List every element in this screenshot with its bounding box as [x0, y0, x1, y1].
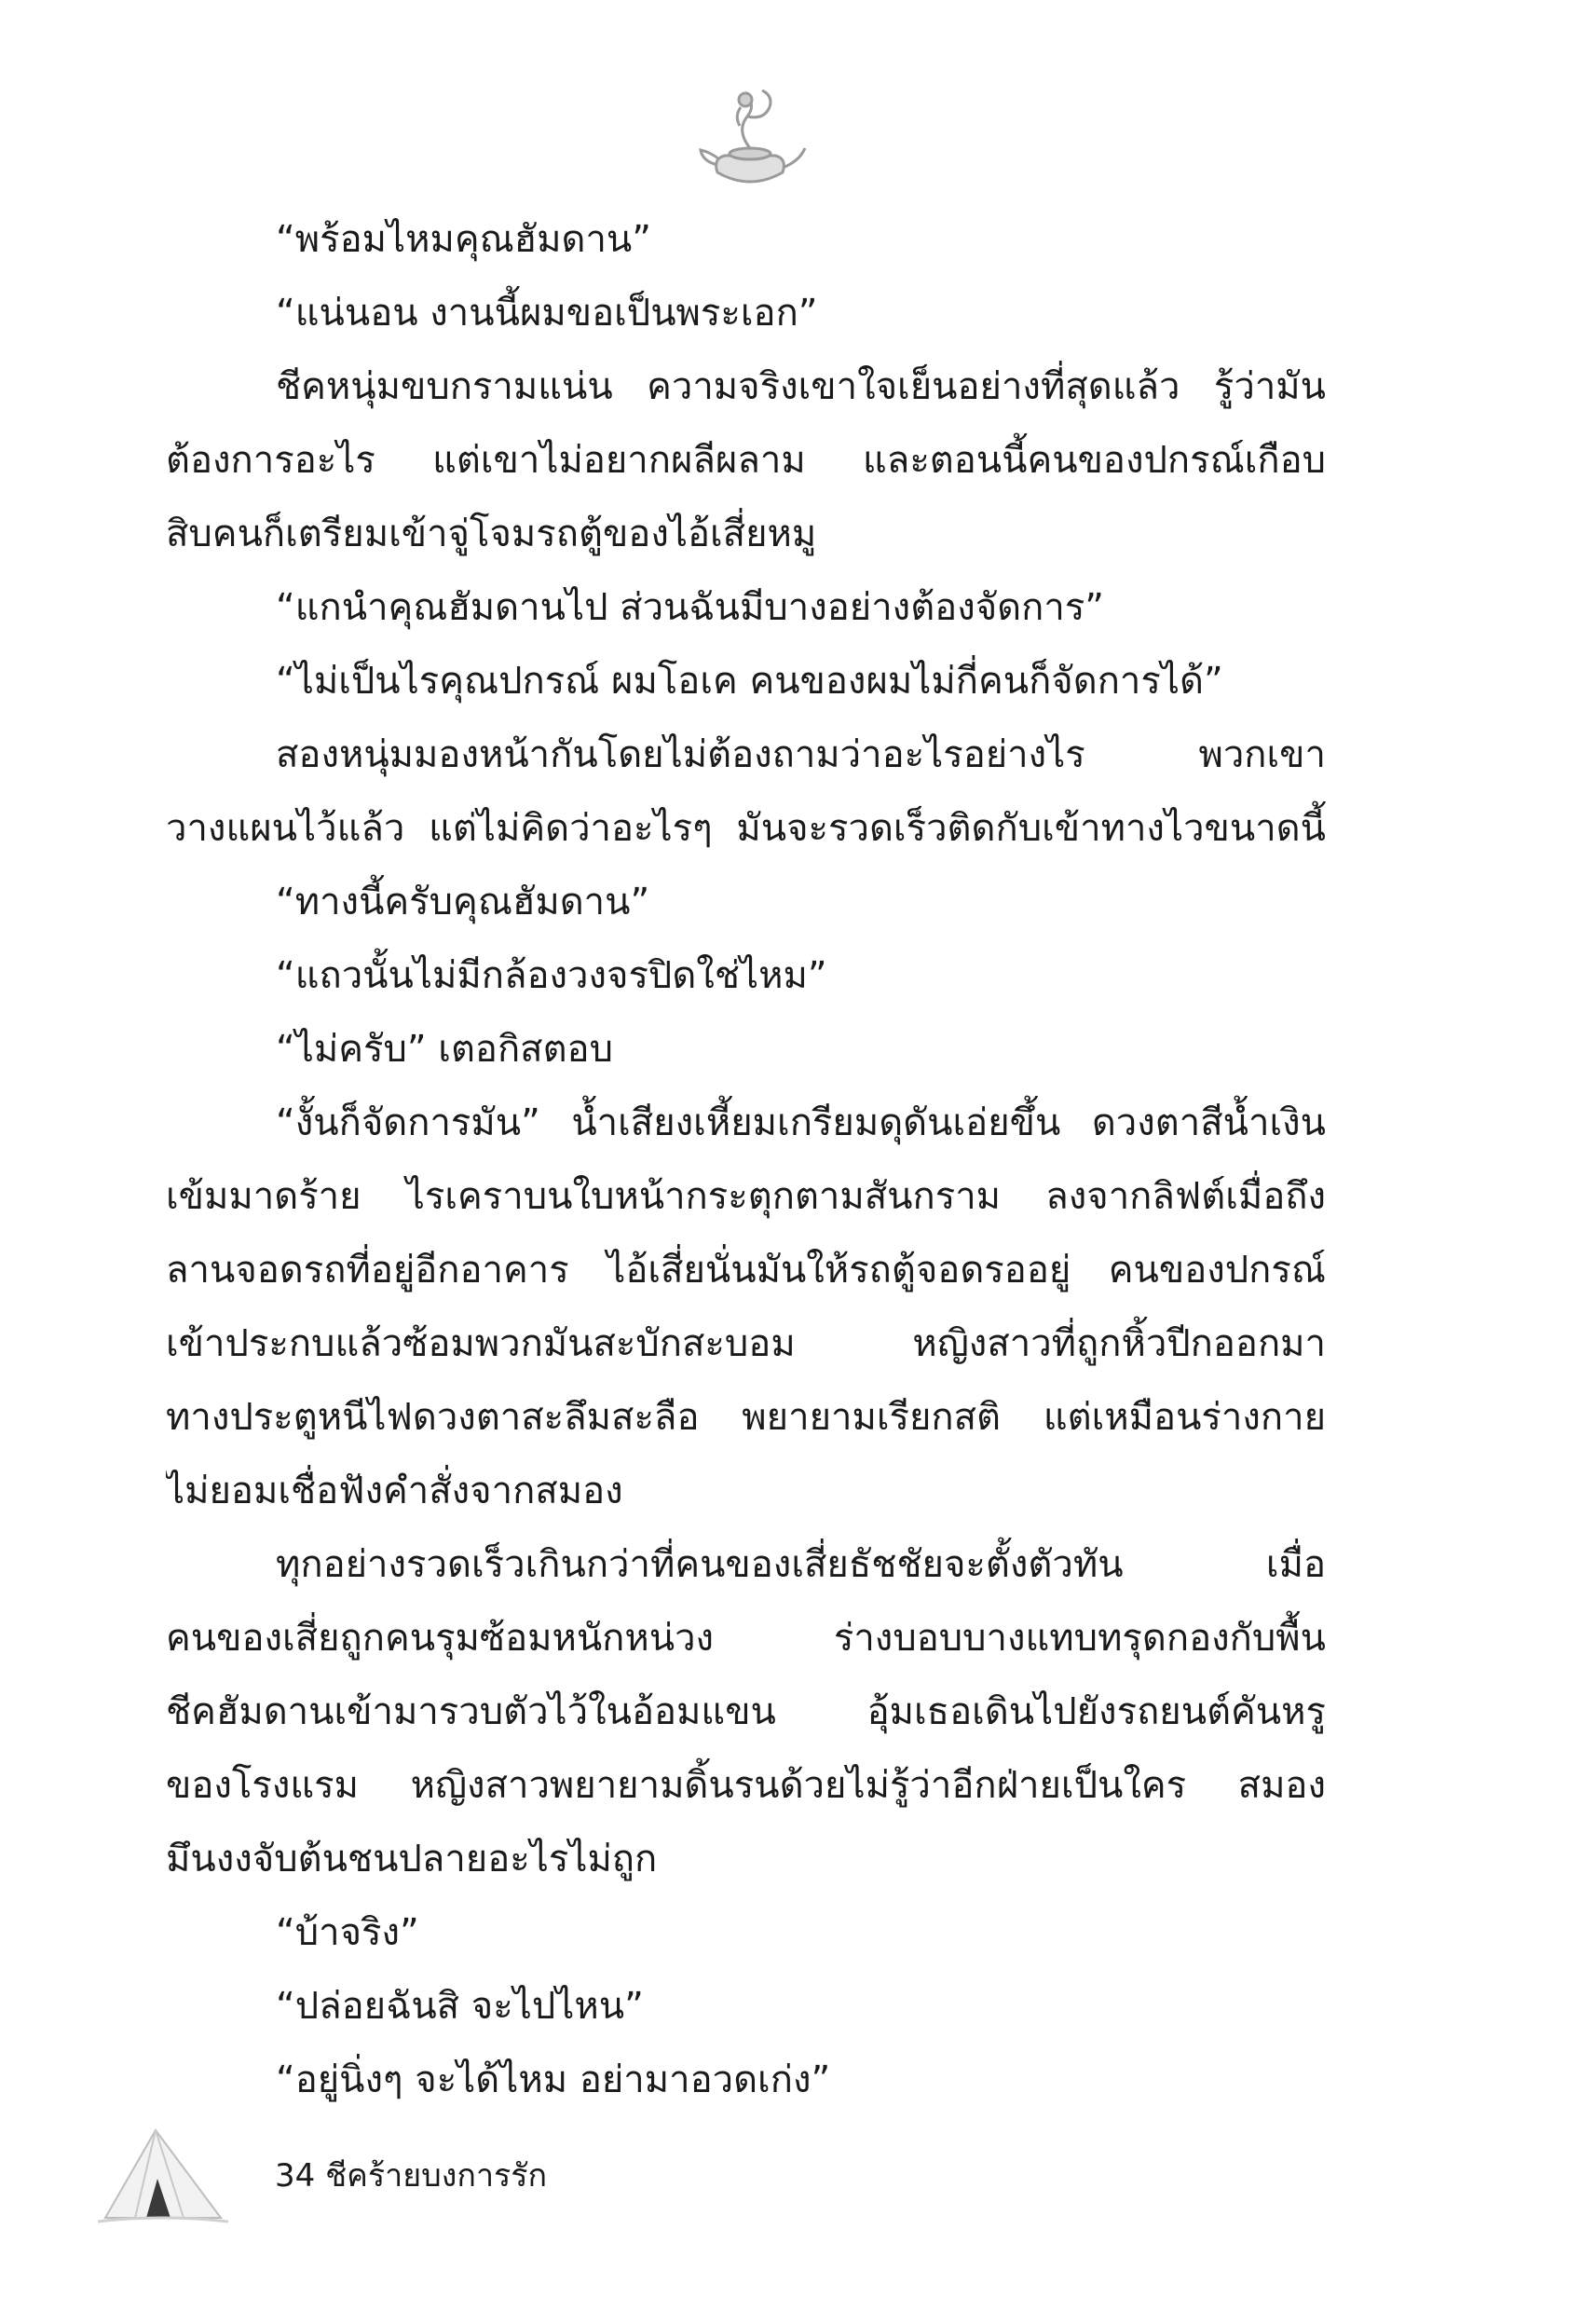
text-line: “อยู่นิ่งๆ จะได้ไหม อย่ามาอวดเก่ง”: [276, 2058, 831, 2101]
footer-caption: [275, 2157, 547, 2195]
text-line: สิบคนก็เตรียมเข้าจู่โจมรถตู้ของไอ้เสี่ยหมู: [166, 513, 817, 555]
text-line: มึนงงจับต้นชนปลายอะไรไม่ถูก: [166, 1838, 658, 1880]
text-line: “งั้นก็จัดการมัน” น้ำเสียงเหี้ยมเกรียมดุดันเอ่ยขึ้น ดวงตาสีน้ำเงิน: [276, 1101, 1326, 1144]
text-line: “ทางนี้ครับคุณฮัมดาน”: [276, 881, 650, 923]
tent-icon: [98, 2125, 228, 2227]
text-line: “ไม่ครับ” เตอกิสตอบ: [276, 1028, 613, 1071]
text-line: ไม่ยอมเชื่อฟังคำสั่งจากสมอง: [166, 1470, 623, 1512]
page-number: 34: [275, 2157, 316, 2195]
text-line: ทางประตูหนีไฟดวงตาสะลึมสะลือ พยายามเรียกสติ แต่เหมือนร่างกาย: [166, 1396, 1326, 1439]
page-footer: [98, 2125, 750, 2236]
text-line: ชีคฮัมดานเข้ามารวบตัวไว้ในอ้อมแขน อุ้มเธอเดินไปยังรถยนต์คันหรู: [166, 1690, 1326, 1733]
text-line: ของโรงแรม หญิงสาวพยายามดิ้นรนด้วยไม่รู้ว่าอีกฝ่ายเป็นใคร สมอง: [166, 1764, 1326, 1807]
text-line: ต้องการอะไร แต่เขาไม่อยากผลีผลาม และตอนนี้คนของปกรณ์เกือบ: [166, 439, 1326, 482]
text-line: “พร้อมไหมคุณฮัมดาน”: [276, 218, 651, 261]
text-line: สองหนุ่มมองหน้ากันโดยไม่ต้องถามว่าอะไรอย่างไร พวกเขา: [276, 733, 1326, 776]
genie-lamp-icon: [689, 79, 811, 200]
text-line: “แกนำคุณฮัมดานไป ส่วนฉันมีบางอย่างต้องจัดการ”: [276, 586, 1105, 629]
text-line: ลานจอดรถที่อยู่อีกอาคาร ไอ้เสี่ยนั่นมันให้รถตู้จอดรออยู่ คนของปกรณ์: [166, 1249, 1326, 1292]
text-line: “ไม่เป็นไรคุณปกรณ์ ผมโอเค คนของผมไม่กี่คนก็จัดการได้”: [276, 660, 1223, 703]
text-line: เข้มมาดร้าย ไรเคราบนใบหน้ากระตุกตามสันกราม ลงจากลิฟต์เมื่อถึง: [166, 1175, 1326, 1218]
text-line: “แถวนั้นไม่มีกล้องวงจรปิดใช่ไหม”: [276, 954, 827, 997]
text-line: “บ้าจริง”: [276, 1911, 419, 1954]
text-line: ทุกอย่างรวดเร็วเกินกว่าที่คนของเสี่ยธัชชัยจะตั้งตัวทัน เมื่อ: [276, 1543, 1326, 1586]
body-text: [166, 203, 1326, 2117]
text-line: เข้าประกบแล้วซ้อมพวกมันสะบักสะบอม หญิงสาวที่ถูกหิ้วปีกออกมา: [166, 1322, 1326, 1365]
text-line: ชีคหนุ่มขบกรามแน่น ความจริงเขาใจเย็นอย่างที่สุดแล้ว รู้ว่ามัน: [276, 365, 1326, 408]
text-line: “ปล่อยฉันสิ จะไปไหน”: [276, 1985, 644, 2028]
text-line: คนของเสี่ยถูกคนรุมซ้อมหนักหน่วง ร่างบอบบางแทบทรุดกองกับพื้น: [166, 1617, 1326, 1660]
text-line: วางแผนไว้แล้ว แต่ไม่คิดว่าอะไรๆ มันจะรวดเร็วติดกับเข้าทางไวขนาดนี้: [166, 807, 1326, 850]
book-title: ชีคร้ายบงการรัก: [325, 2157, 548, 2195]
text-line: “แน่นอน งานนี้ผมขอเป็นพระเอก”: [276, 292, 818, 335]
